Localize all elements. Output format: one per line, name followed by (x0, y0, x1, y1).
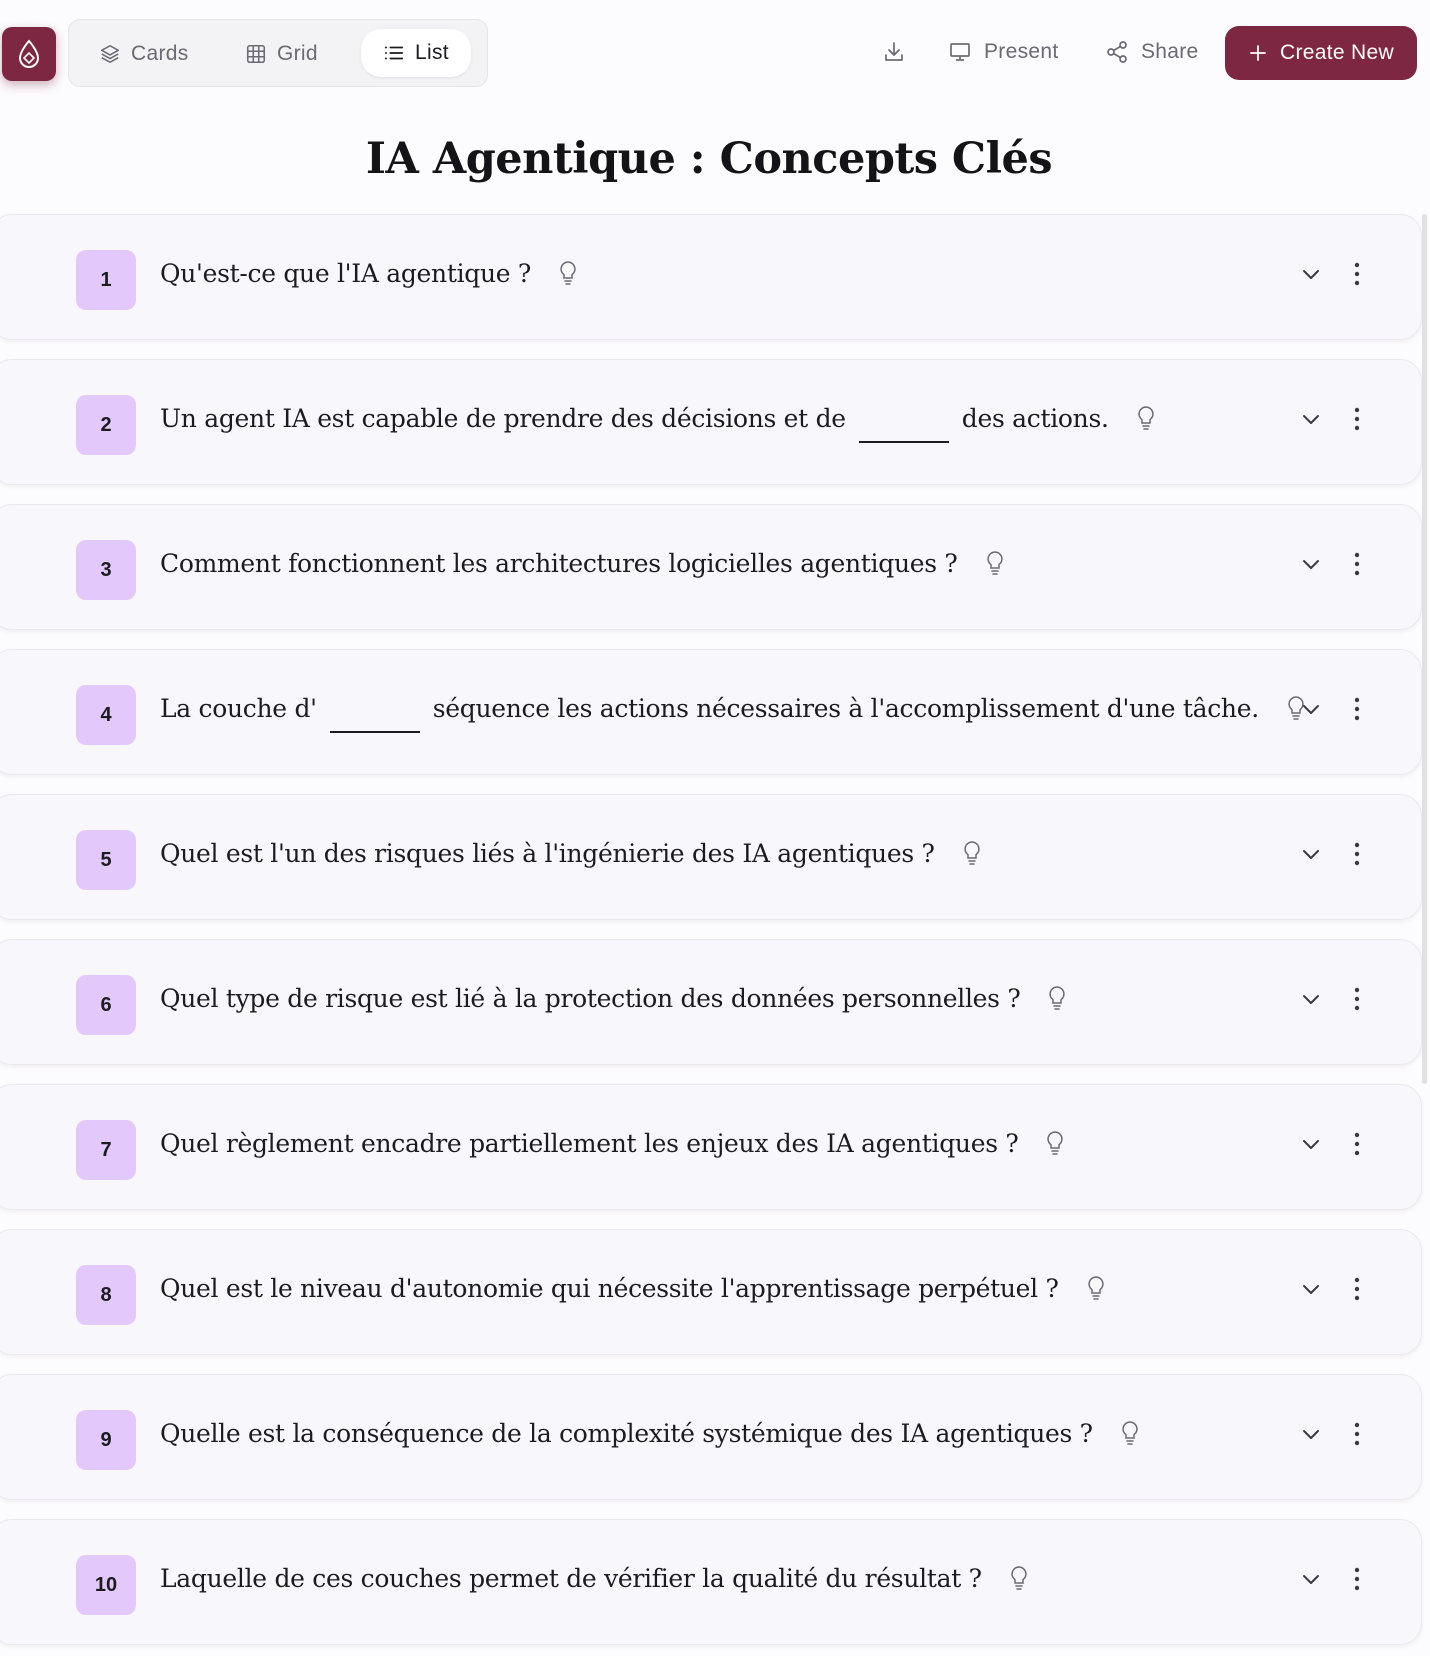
view-switcher (68, 19, 488, 87)
question-number: 10 (76, 1555, 136, 1615)
question-text-before: La couche d' (160, 693, 317, 723)
chevron-down-icon[interactable] (1299, 1277, 1323, 1301)
share-label: Share (1141, 40, 1199, 63)
question-text-wrap (160, 1413, 1141, 1453)
question-text-wrap (160, 253, 579, 293)
create-new-button[interactable] (1225, 26, 1417, 80)
hint-bulb-icon[interactable] (557, 260, 579, 286)
logo-icon (15, 39, 43, 69)
view-list-button[interactable] (361, 29, 471, 77)
layers-icon (99, 43, 121, 65)
question-text: Quel règlement encadre partiellement les enjeux des IA agentiques ? (160, 1128, 1019, 1158)
present-button[interactable] (948, 32, 1058, 72)
question-number: 3 (76, 540, 136, 600)
question-text-wrap (160, 543, 1006, 583)
question-number: 6 (76, 975, 136, 1035)
top-bar (0, 0, 1430, 100)
question-row[interactable] (0, 214, 1422, 340)
hint-bulb-icon[interactable] (984, 550, 1006, 576)
hint-bulb-icon[interactable] (1008, 1565, 1030, 1591)
hint-bulb-icon[interactable] (1135, 405, 1157, 431)
more-vertical-icon[interactable] (1351, 840, 1363, 868)
hint-bulb-icon[interactable] (1046, 985, 1068, 1011)
question-text: Quel est l'un des risques liés à l'ingénierie des IA agentiques ? (160, 838, 935, 868)
page-title: IA Agentique : Concepts Clés (365, 134, 1053, 184)
present-label: Present (984, 40, 1059, 63)
presentation-icon (948, 40, 972, 64)
question-number: 1 (76, 250, 136, 310)
question-row[interactable] (0, 649, 1422, 775)
share-icon (1105, 40, 1129, 64)
view-cards-label: Cards (131, 42, 189, 65)
more-vertical-icon[interactable] (1351, 985, 1363, 1013)
question-row[interactable] (0, 1084, 1422, 1210)
chevron-down-icon[interactable] (1299, 407, 1323, 431)
question-text-wrap (160, 398, 1157, 438)
view-cards-button[interactable] (99, 36, 189, 72)
question-number: 8 (76, 1265, 136, 1325)
question-row[interactable] (0, 794, 1422, 920)
chevron-down-icon[interactable] (1299, 552, 1323, 576)
hint-bulb-icon[interactable] (1085, 1275, 1107, 1301)
fill-blank-line[interactable] (330, 693, 420, 733)
chevron-down-icon[interactable] (1299, 1132, 1323, 1156)
plus-icon (1248, 43, 1268, 63)
more-vertical-icon[interactable] (1351, 1275, 1363, 1303)
question-number: 7 (76, 1120, 136, 1180)
question-text-wrap (160, 688, 1307, 728)
chevron-down-icon[interactable] (1299, 1422, 1323, 1446)
chevron-down-icon[interactable] (1299, 262, 1323, 286)
scrollbar-thumb[interactable] (1422, 214, 1427, 1084)
question-row[interactable] (0, 1519, 1422, 1645)
more-vertical-icon[interactable] (1351, 695, 1363, 723)
question-number: 5 (76, 830, 136, 890)
download-button[interactable] (882, 32, 906, 72)
fill-blank-line[interactable] (859, 403, 949, 443)
more-vertical-icon[interactable] (1351, 405, 1363, 433)
question-text-wrap (160, 833, 983, 873)
hint-bulb-icon[interactable] (1044, 1130, 1066, 1156)
question-row[interactable] (0, 1229, 1422, 1355)
more-vertical-icon[interactable] (1351, 550, 1363, 578)
list-icon (383, 42, 405, 64)
question-text-after: des actions. (961, 403, 1109, 433)
more-vertical-icon[interactable] (1351, 1565, 1363, 1593)
question-text: Laquelle de ces couches permet de vérifier la qualité du résultat ? (160, 1563, 982, 1593)
question-text: Qu'est-ce que l'IA agentique ? (160, 258, 532, 288)
question-text: Comment fonctionnent les architectures logicielles agentiques ? (160, 548, 958, 578)
view-grid-label: Grid (277, 42, 318, 65)
app-logo[interactable] (2, 27, 56, 81)
question-number: 9 (76, 1410, 136, 1470)
question-row[interactable] (0, 359, 1422, 485)
question-text: Quel est le niveau d'autonomie qui nécessite l'apprentissage perpétuel ? (160, 1273, 1059, 1303)
chevron-down-icon[interactable] (1299, 697, 1323, 721)
question-text: Quelle est la conséquence de la complexité systémique des IA agentiques ? (160, 1418, 1093, 1448)
question-row[interactable] (0, 1374, 1422, 1500)
create-new-label: Create New (1280, 41, 1394, 64)
question-number: 2 (76, 395, 136, 455)
more-vertical-icon[interactable] (1351, 1420, 1363, 1448)
grid-icon (245, 43, 267, 65)
more-vertical-icon[interactable] (1351, 260, 1363, 288)
question-row[interactable] (0, 939, 1422, 1065)
chevron-down-icon[interactable] (1299, 987, 1323, 1011)
share-button[interactable] (1105, 32, 1199, 72)
view-grid-button[interactable] (245, 36, 318, 72)
hint-bulb-icon[interactable] (1119, 1420, 1141, 1446)
download-icon (882, 40, 906, 64)
question-text-wrap (160, 1268, 1107, 1308)
chevron-down-icon[interactable] (1299, 1567, 1323, 1591)
view-list-label: List (415, 41, 449, 64)
question-text-after: séquence les actions nécessaires à l'accomplissement d'une tâche. (432, 693, 1259, 723)
chevron-down-icon[interactable] (1299, 842, 1323, 866)
question-number: 4 (76, 685, 136, 745)
question-row[interactable] (0, 504, 1422, 630)
more-vertical-icon[interactable] (1351, 1130, 1363, 1158)
question-text-wrap (160, 1123, 1066, 1163)
question-text-wrap (160, 978, 1068, 1018)
question-text-wrap (160, 1558, 1030, 1598)
question-text: Quel type de risque est lié à la protection des données personnelles ? (160, 983, 1021, 1013)
hint-bulb-icon[interactable] (961, 840, 983, 866)
question-text-before: Un agent IA est capable de prendre des décisions et de (160, 403, 846, 433)
